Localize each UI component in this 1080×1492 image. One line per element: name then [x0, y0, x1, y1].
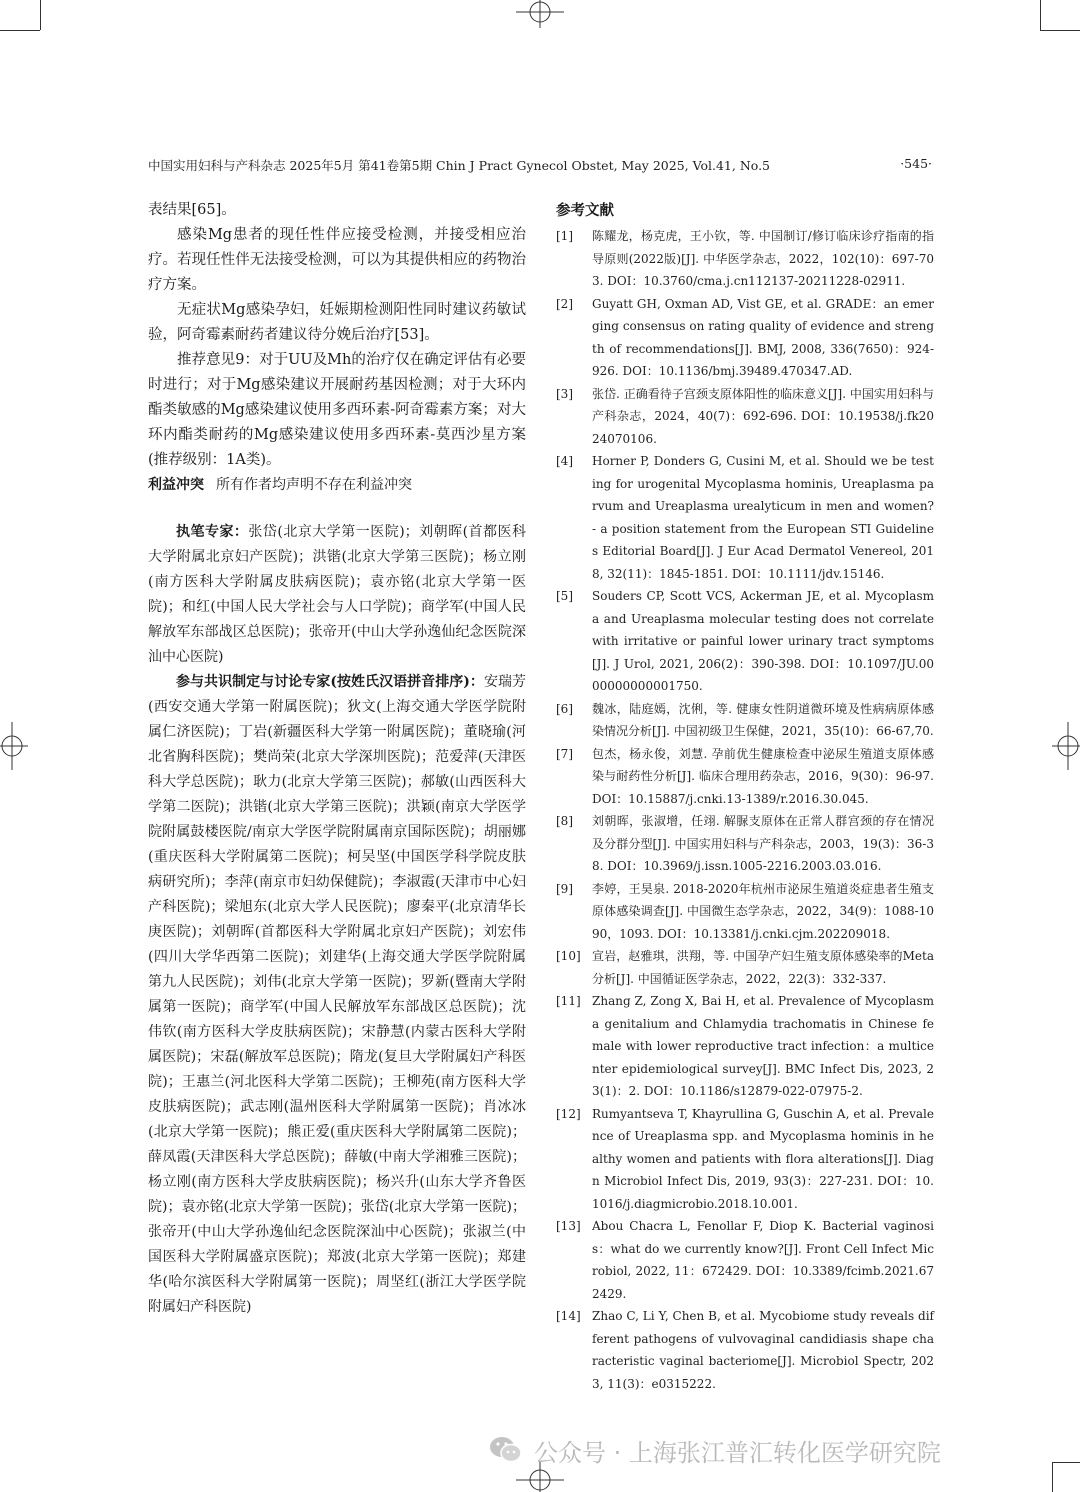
reference-text: 宣岩，赵雅琪，洪翔，等. 中国孕产妇生殖支原体感染率的Meta分析[J]. 中国循证医学杂志，2022，22(3)：332-337. — [592, 949, 934, 986]
reference-item — [556, 878, 934, 946]
registration-target-top-icon — [516, 0, 564, 28]
reference-number: [11] — [556, 994, 581, 1008]
reference-item — [556, 698, 934, 743]
page-number: ·545· — [900, 156, 932, 171]
reference-number: [7] — [556, 746, 573, 761]
reference-item — [556, 810, 934, 878]
writers-label: 执笔专家： — [176, 524, 249, 540]
left-column — [148, 198, 526, 1320]
reference-item — [556, 1103, 934, 1216]
reference-item — [556, 383, 934, 451]
crop-mark-top-left — [40, 0, 41, 30]
crop-mark-top-right — [1040, 0, 1041, 30]
reference-number: [3] — [556, 386, 573, 401]
reference-item — [556, 293, 934, 383]
participant-experts — [148, 670, 526, 1320]
reference-item — [556, 743, 934, 811]
reference-item — [556, 945, 934, 990]
reference-item — [556, 225, 934, 293]
reference-item — [556, 585, 934, 698]
reference-text: 魏冰，陆庭嫣，沈俐，等. 健康女性阴道微环境及性病病原体感染情况分析[J]. 中国初级卫生保健，2021，35(10)：66-67,70. — [592, 701, 934, 738]
reference-number: [9] — [556, 881, 573, 896]
reference-number: [1] — [556, 229, 573, 243]
reference-text: Rumyantseva T, Khayrullina G, Guschin A, et al. Prevalence of Ureaplasma spp. and Mycoplasma hominis in healthy women and patients with flora alterations[J]. Diagn Microbiol Infect Dis, 2019, 93(3)：227-231. DOI：10.1016/j.diagmicrobio.2018.10.001. — [592, 1106, 934, 1211]
reference-number: [10] — [556, 949, 581, 963]
reference-item — [556, 1215, 934, 1305]
watermark-text: 公众号 · 上海张江普汇转化医学研究院 — [534, 1438, 941, 1467]
registration-target-right-icon — [1052, 722, 1080, 770]
crop-mark-top-line-left — [0, 30, 40, 31]
reference-number: [2] — [556, 296, 573, 311]
wechat-icon — [488, 1435, 524, 1465]
reference-number: [12] — [556, 1106, 581, 1121]
crop-mark-top-line — [1040, 30, 1080, 31]
reference-text: Abou Chacra L, Fenollar F, Diop K. Bacterial vaginosis：what do we currently know?[J]. Front Cell Infect Microbiol, 2022, 11：672429. DOI：10.3389/fcimb.2021.672429. — [592, 1219, 934, 1301]
reference-text: 李婷，王昊泉. 2018-2020年杭州市泌尿生殖道炎症患者生殖支原体感染调查[J]. 中国微生态学杂志，2022，34(9)：1088-1090，1093. DOI：10.13381/j.cnki.cjm.202209018. — [592, 881, 934, 941]
reference-number: [4] — [556, 454, 573, 468]
paragraph-2: 感染Mg患者的现任性伴应接受检测，并接受相应治疗。若现任性伴无法接受检测，可以为其提供相应的药物治疗方案。 — [148, 227, 526, 293]
reference-text: 张岱. 正确看待子宫颈支原体阳性的临床意义[J]. 中国实用妇科与产科杂志，2024，40(7)：692-696. DOI：10.19538/j.fk2024070106. — [592, 386, 934, 446]
reference-list — [556, 225, 934, 1395]
coi-label: 利益冲突 — [148, 477, 204, 493]
reference-number: [5] — [556, 589, 573, 603]
reference-text: Zhang Z, Zong X, Bai H, et al. Prevalence of Mycoplasma genitalium and Chlamydia trachomatis in Chinese female with lower reproductive tract infection：a multicenter epidemiological survey[J]. BMC Infect Dis, 2023, 23(1)：2. DOI：10.1186/s12879-022-07975-2. — [592, 994, 934, 1098]
crop-mark-bottom-right-v — [1052, 1462, 1053, 1492]
participants-list: 安瑞芳(西安交通大学第一附属医院)；狄文(上海交通大学医学院附属仁济医院)；丁岩(新疆医科大学第一附属医院)；董晓瑜(河北省胸科医院)；樊尚荣(北京大学深圳医院)；范爱萍(天津医科大学总医院)；耿力(北京大学第三医院)；郝敏(山西医科大学第二医院)；洪锴(北京大学第三医院)；洪颖(南京大学医学院附属鼓楼医院/南京大学医学院附属南京国际医院)；胡丽娜(重庆医科大学附属第二医院)；柯吴坚(中国医学科学院皮肤病研究所)；李萍(南京市妇幼保健院)；李淑霞(天津市中心妇产科医院)；梁旭东(北京大学人民医院)；廖秦平(北京清华长庚医院)；刘朝晖(首都医科大学附属北京妇产医院)；刘宏伟(四川大学华西第二医院)；刘建华(上海交通大学医学院附属第九人民医院)；刘伟(北京大学第一医院)；罗新(暨南大学附属第一医院)；商学军(中国人民解放军东部战区总医院)；沈伟钦(南方医科大学皮肤病医院)；宋静慧(内蒙古医科大学附属医院)；宋磊(解放军总医院)；隋龙(复旦大学附属妇产科医院)；王惠兰(河北医科大学第二医院)；王柳苑(南方医科大学皮肤病医院)；武志刚(温州医科大学附属第一医院)；肖冰冰(北京大学第一医院)；熊正爱(重庆医科大学附属第二医院)；薛凤霞(天津医科大学总医院)；薛敏(中南大学湘雅三医院)；杨立刚(南方医科大学皮肤病医院)；杨兴升(山东大学齐鲁医院)；袁亦铭(北京大学第一医院)；张岱(北京大学第一医院)；张帝开(中山大学孙逸仙纪念医院深汕中心医院)；张淑兰(中国医科大学附属盛京医院)；郑波(北京大学第一医院)；郑建华(哈尔滨医科大学附属第一医院)；周坚红(浙江大学医学院附属妇产科医院) — [148, 674, 526, 1315]
writers-list: 张岱(北京大学第一医院)；刘朝晖(首都医科大学附属北京妇产医院)；洪锴(北京大学第三医院)；杨立刚(南方医科大学附属皮肤病医院)；袁亦铭(北京大学第一医院)；和红(中国人民大学社会与人口学院)；商学军(中国人民解放军东部战区总医院)；张帝开(中山大学孙逸仙纪念医院深汕中心医院) — [148, 524, 526, 665]
reference-text: Zhao C, Li Y, Chen B, et al. Mycobiome study reveals different pathogens of vulvovaginal candidiasis shape characteristic vaginal bacteriome[J]. Microbiol Spectr, 2023, 11(3)：e0315222. — [592, 1309, 934, 1391]
reference-text: Horner P, Donders G, Cusini M, et al. Should we be testing for urogenital Mycoplasma hominis, Ureaplasma parvum and Ureaplasma urealyticum in men and women? - a position statement from the European STI Guidelines Editorial Board[J]. J Eur Acad Dermatol Venereol, 2018, 32(11)：1845-1851. DOI：10.1111/jdv.15146. — [592, 454, 934, 581]
writing-experts — [148, 520, 526, 670]
reference-number: [8] — [556, 814, 573, 828]
wechat-watermark — [488, 1432, 941, 1468]
references-heading: 参考文献 — [556, 202, 614, 219]
participants-label: 参与共识制定与讨论专家(按姓氏汉语拼音排序)： — [176, 674, 484, 690]
crop-mark-bottom-right — [1052, 1462, 1080, 1463]
reference-number: [13] — [556, 1219, 581, 1233]
reference-text: 陈耀龙，杨克虎，王小钦，等. 中国制订/修订临床诊疗指南的指导原则(2022版)[J]. 中华医学杂志，2022，102(10)：697-703. DOI：10.3760/cma.j.cn112137-20211228-02911. — [592, 229, 934, 288]
running-head-title: 中国实用妇科与产科杂志 2025年5月 第41卷第5期 Chin J Pract Gynecol Obstet, May 2025, Vol.41, No.5 — [148, 158, 770, 173]
references-column — [556, 198, 934, 1395]
reference-number: [14] — [556, 1309, 581, 1323]
reference-item — [556, 1305, 934, 1395]
registration-target-left-icon — [0, 722, 28, 770]
recommendation-9: 推荐意见9：对于UU及Mh的治疗仅在确定评估有必要时进行；对于Mg感染建议开展耐药基因检测；对于大环内酯类敏感的Mg感染建议使用多西环素-阿奇霉素方案；对大环内酯类耐药的Mg感染建议使用多西环素-莫西沙星方案(推荐级别：1A类)。 — [148, 352, 526, 468]
reference-text: Guyatt GH, Oxman AD, Vist GE, et al. GRADE：an emerging consensus on rating quality of evidence and strength of recommendations[J]. BMJ, 2008, 336(7650)：924-926. DOI：10.1136/bmj.39489.470347.AD. — [592, 296, 934, 378]
paragraph-3: 无症状Mg感染孕妇，妊娠期检测阳性同时建议药敏试验，阿奇霉素耐药者建议待分娩后治疗[53]。 — [148, 302, 526, 343]
reference-text: 刘朝晖，张淑增，任翊. 解脲支原体在正常人群宫颈的存在情况及分群分型[J]. 中国实用妇科与产科杂志，2003，19(3)：36-38. DOI：10.3969/j.issn.1005-2216.2003.03.016. — [592, 814, 934, 873]
reference-item — [556, 450, 934, 585]
conflict-of-interest — [148, 473, 526, 498]
reference-text: Souders CP, Scott VCS, Ackerman JE, et al. Mycoplasma and Ureaplasma molecular testing does not correlate with irritative or painful lower urinary tract symptoms[J]. J Urol, 2021, 206(2)：390-398. DOI：10.1097/JU.0000000000001750. — [592, 589, 934, 693]
reference-text: 包杰，杨永俊，刘慧. 孕前优生健康检查中泌尿生殖道支原体感染与耐药性分析[J]. 临床合理用药杂志，2016，9(30)：96-97. DOI：10.15887/j.cnki.13-1389/r.2016.30.045. — [592, 746, 934, 806]
coi-text: 所有作者均声明不存在利益冲突 — [216, 477, 412, 493]
paragraph-1: 表结果[65]。 — [148, 202, 236, 218]
reference-item — [556, 990, 934, 1103]
reference-number: [6] — [556, 701, 573, 716]
